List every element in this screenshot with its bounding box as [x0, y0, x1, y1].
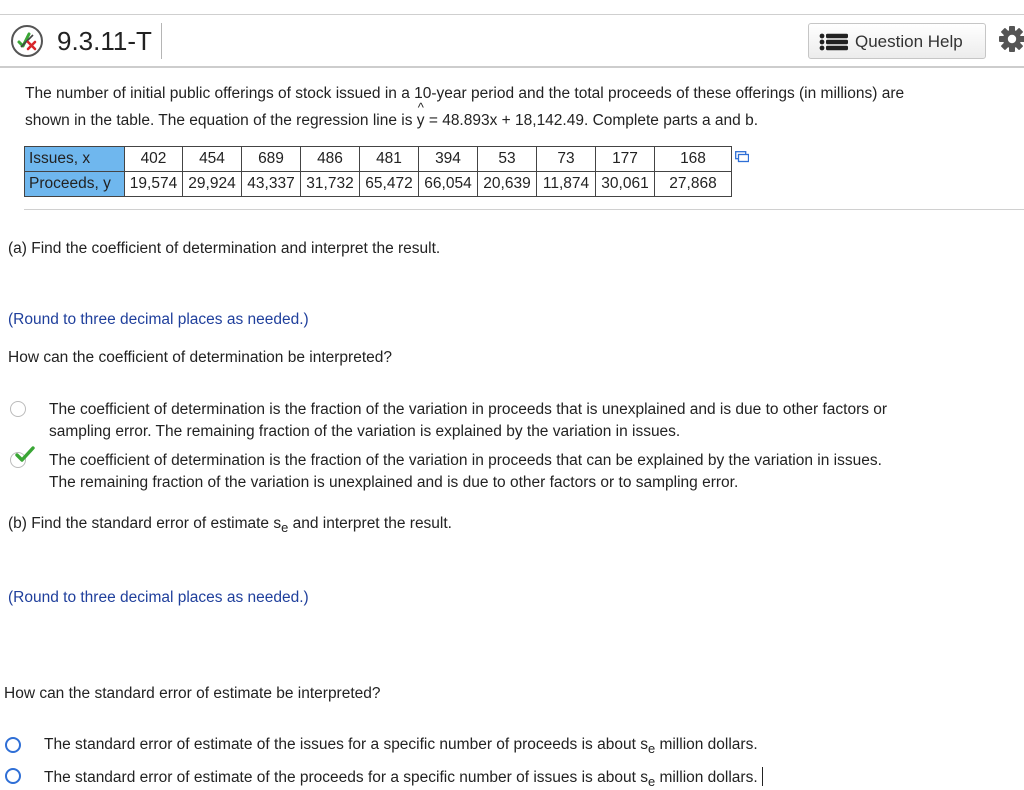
table-cell: 168 [655, 147, 732, 172]
table-cell: 27,868 [655, 172, 732, 197]
prompt-line-1: The number of initial public offerings of stock issued in a 10-year period and the total proceeds of these offerings (in millions) are [25, 85, 905, 102]
list-icon [819, 33, 849, 51]
table-cell: 394 [419, 147, 478, 172]
part-b-option-1[interactable] [44, 736, 758, 756]
subscript: e [647, 741, 656, 757]
regression-equation: = 48.893x + 18,142.49. Complete parts a and b. [424, 112, 759, 129]
part-b-question [8, 515, 452, 535]
section-divider [24, 209, 1024, 210]
part-a-hint: (Round to three decimal places as needed.) [8, 311, 309, 328]
data-table [24, 146, 732, 197]
option-text-line: The remaining fraction of the variation is unexplained and is due to other factors or to sampling error. [49, 474, 739, 491]
y-hat-symbol: ^ y [417, 107, 425, 134]
part-b-question-text: (b) Find the standard error of estimate s [8, 515, 282, 532]
table-cell: 43,337 [242, 172, 301, 197]
part-b-option-2[interactable] [44, 767, 763, 789]
copy-data-icon[interactable] [735, 151, 749, 163]
table-cell: 402 [125, 147, 183, 172]
part-a-option-1-radio[interactable] [10, 401, 26, 417]
table-cell: 66,054 [419, 172, 478, 197]
part-b-interpret-question: How can the standard error of estimate be interpreted? [4, 685, 381, 702]
table-cell: 53 [478, 147, 537, 172]
option-text-line: sampling error. The remaining fraction of the variation is explained by the variation in issues. [49, 423, 681, 440]
part-b-hint: (Round to three decimal places as needed.) [8, 589, 309, 606]
option-text: million dollars. [655, 769, 758, 786]
partially-correct-icon [11, 25, 43, 57]
subscript: e [647, 774, 656, 790]
table-cell: 177 [596, 147, 655, 172]
prompt-line-2-start: shown in the table. The equation of the regression line is [25, 112, 417, 129]
table-cell: 486 [301, 147, 360, 172]
option-text-line: The coefficient of determination is the fraction of the variation in proceeds that is unexplained and is due to other factors or [49, 401, 888, 418]
text-cursor [762, 767, 763, 786]
option-text: The standard error of estimate of the issues for a specific number of proceeds is about s [44, 736, 648, 753]
part-a-question: (a) Find the coefficient of determination and interpret the result. [8, 240, 441, 257]
table-cell: 73 [537, 147, 596, 172]
header-divider [161, 23, 162, 59]
option-text-line: The coefficient of determination is the fraction of the variation in proceeds that can be explained by the variation in issues. [49, 452, 882, 469]
part-a-option-1[interactable] [49, 399, 887, 443]
table-cell: 481 [360, 147, 419, 172]
option-text: million dollars. [655, 736, 758, 753]
part-b-question-text: and interpret the result. [288, 515, 452, 532]
table-cell: 30,061 [596, 172, 655, 197]
table-row-proceeds [25, 172, 732, 197]
question-header [0, 15, 1024, 67]
table-cell: 29,924 [183, 172, 242, 197]
prompt-line-2 [25, 107, 1015, 134]
part-b-option-1-radio[interactable] [5, 737, 21, 753]
correct-check-icon [14, 446, 36, 464]
part-b-option-2-radio[interactable] [5, 768, 21, 784]
table-cell: 689 [242, 147, 301, 172]
option-text: The standard error of estimate of the proceeds for a specific number of issues is about s [44, 769, 648, 786]
row-header-proceeds: Proceeds, y [25, 172, 125, 197]
table-cell: 19,574 [125, 172, 183, 197]
question-id: 9.3.11-T [57, 26, 152, 56]
header-divider-line [0, 66, 1024, 68]
table-row-issues [25, 147, 732, 172]
table-cell: 11,874 [537, 172, 596, 197]
table-cell: 65,472 [360, 172, 419, 197]
table-cell: 31,732 [301, 172, 360, 197]
table-cell: 20,639 [478, 172, 537, 197]
subscript: e [281, 520, 289, 536]
row-header-issues: Issues, x [25, 147, 125, 172]
part-a-option-2[interactable] [49, 450, 882, 494]
question-help-label: Question Help [855, 32, 963, 51]
part-a-interpret-question: How can the coefficient of determination be interpreted? [8, 349, 393, 366]
question-help-button[interactable] [808, 23, 986, 59]
gear-icon[interactable] [999, 26, 1024, 52]
question-prompt [25, 80, 1015, 134]
table-cell: 454 [183, 147, 242, 172]
